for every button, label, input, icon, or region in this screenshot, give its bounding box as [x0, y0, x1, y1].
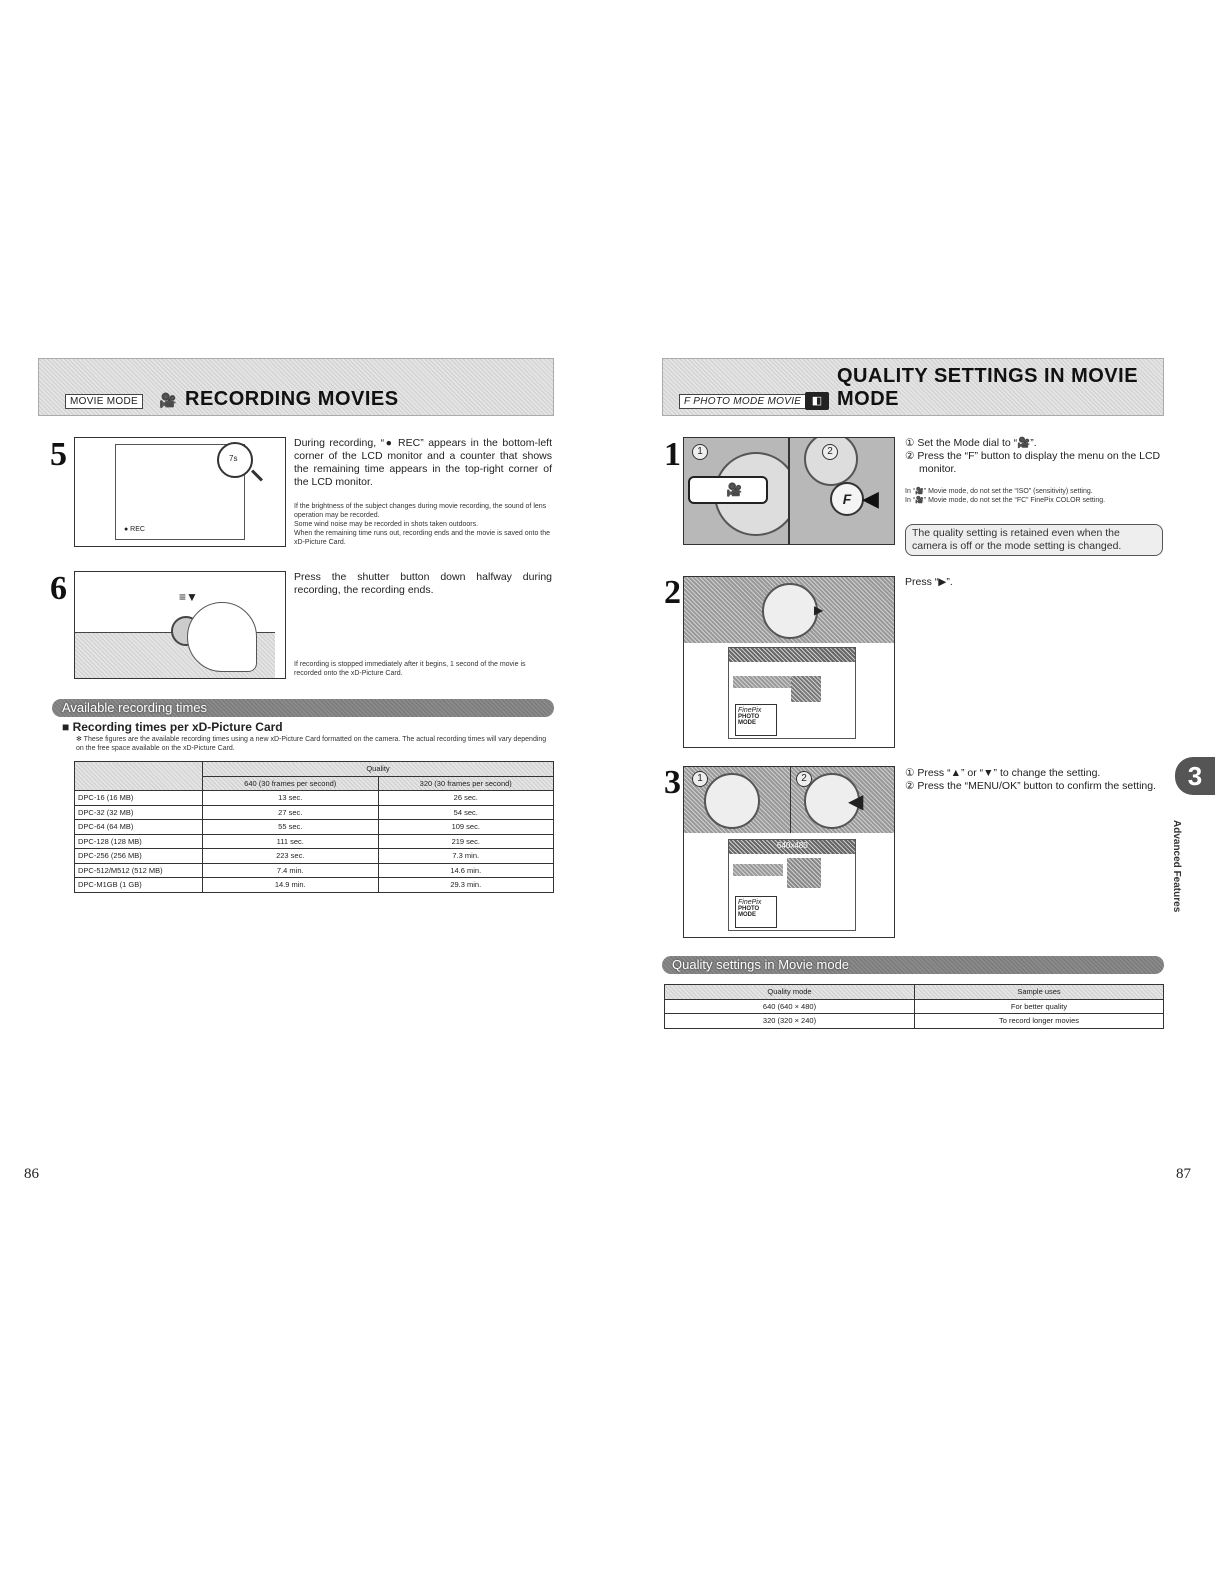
- step-1-number: 1: [664, 436, 681, 473]
- time-320-cell: 14.6 min.: [378, 863, 554, 878]
- recording-times-table: [74, 761, 554, 893]
- chapter-tab: 3: [1175, 757, 1215, 795]
- step-1-text: [905, 437, 1163, 476]
- time-640-cell: 223 sec.: [203, 849, 379, 864]
- time-320-cell: 219 sec.: [378, 834, 554, 849]
- card-cell: DPC-512/M512 (512 MB): [75, 863, 203, 878]
- resolution-readout: 640x480: [777, 841, 808, 850]
- table-corner-cell: [75, 762, 203, 791]
- card-cell: DPC-M1GB (1 GB): [75, 878, 203, 893]
- sample-use-cell: To record longer movies: [915, 1014, 1164, 1029]
- time-640-cell: 111 sec.: [203, 834, 379, 849]
- card-cell: DPC-16 (16 MB): [75, 791, 203, 806]
- step-5-notes: [294, 502, 552, 547]
- right-arrow-icon: ▶: [814, 603, 824, 617]
- control-pad-up-down-drawing: [704, 773, 760, 829]
- note-item: In “🎥” Movie mode, do not set the “FC” FinePix COLOR setting.: [905, 497, 1106, 504]
- time-640-cell: 7.4 min.: [203, 863, 379, 878]
- note-item: Some wind noise may be recorded in shots taken outdoors.: [294, 521, 479, 528]
- sample-uses-header: Sample uses: [915, 985, 1164, 1000]
- step-1-line: ② Press the “F” button to display the menu on the LCD monitor.: [905, 450, 1161, 475]
- f-button-drawing: F: [830, 482, 864, 516]
- card-cell: DPC-32 (32 MB): [75, 805, 203, 820]
- card-cell: DPC-128 (128 MB): [75, 834, 203, 849]
- available-recording-times-heading: Available recording times: [52, 699, 554, 717]
- rec-indicator: ● REC: [124, 526, 145, 533]
- right-header-bar: [662, 358, 1164, 416]
- photo-mode-label: PHOTO MODE: [738, 906, 760, 918]
- finger-drawing: [187, 602, 257, 672]
- time-320-cell: 26 sec.: [378, 791, 554, 806]
- recording-times-note: ✻ These figures are the available recording times using a new xD-Picture Card formatted on the camera. The actual recording times will vary depending on the free space available on the xD-Picture Card.: [76, 736, 547, 752]
- photo-mode-tag: F PHOTO MODE MOVIE: [679, 394, 806, 409]
- time-640-cell: 14.9 min.: [203, 878, 379, 893]
- lcd-menu-screen: [728, 839, 856, 931]
- step-2-number: 2: [664, 574, 681, 611]
- circle-1-label: 1: [692, 771, 708, 787]
- magnifier-handle: [251, 469, 263, 481]
- recording-times-subheading: ■ Recording times per xD-Picture Card: [62, 720, 283, 734]
- control-pad-drawing: [762, 583, 818, 639]
- step-6-camera-illustration: [74, 571, 286, 679]
- circle-1-label: 1: [692, 444, 708, 460]
- retained-setting-callout: The quality setting is retained even when the camera is off or the mode setting is changed.: [905, 524, 1163, 556]
- finepix-brand: FinePix: [738, 707, 762, 714]
- step-5-text: During recording, “● REC” appears in the bottom-left corner of the LCD monitor and a counter that shows the remaining time appears in the top-right corner of the LCD monitor.: [294, 437, 552, 488]
- photo-mode-label: PHOTO MODE: [738, 714, 760, 726]
- step-2-illustration: [683, 576, 895, 748]
- movie-camera-icon: 🎥: [159, 392, 177, 408]
- left-page-title: RECORDING MOVIES: [185, 388, 399, 410]
- step-1-notes: [905, 487, 1163, 505]
- quality-mode-header: Quality mode: [665, 985, 915, 1000]
- left-header-bar: [38, 358, 554, 416]
- movie-mode-marker: 🎥: [688, 476, 768, 504]
- lcd-menu-screen: [728, 647, 856, 739]
- quality-320-header: 320 (30 frames per second): [378, 776, 554, 791]
- finepix-logo: [735, 896, 777, 928]
- step-5-lcd-illustration: [74, 437, 286, 547]
- step-5-number: 5: [50, 436, 67, 473]
- table-row: [75, 849, 554, 864]
- time-640-cell: 13 sec.: [203, 791, 379, 806]
- table-row: [75, 834, 554, 849]
- time-640-cell: 27 sec.: [203, 805, 379, 820]
- step-3-illustration: [683, 766, 895, 938]
- card-cell: DPC-64 (64 MB): [75, 820, 203, 835]
- counter-text: 7s: [229, 454, 238, 463]
- quality-option-bar: [733, 864, 783, 876]
- time-320-cell: 7.3 min.: [378, 849, 554, 864]
- quality-submenu: [791, 676, 821, 702]
- step-3-line: ① Press “▲” or “▼” to change the setting.: [905, 767, 1101, 779]
- table-row: [75, 791, 554, 806]
- card-cell: DPC-256 (256 MB): [75, 849, 203, 864]
- time-320-cell: 54 sec.: [378, 805, 554, 820]
- time-320-cell: 29.3 min.: [378, 878, 554, 893]
- magnifier-icon: [217, 442, 253, 478]
- table-row: [75, 820, 554, 835]
- pointer-arrow-icon: ◀: [848, 791, 864, 813]
- note-item: If the brightness of the subject changes during movie recording, the sound of lens operation may be recorded.: [294, 503, 547, 519]
- step-3-line: ② Press the “MENU/OK” button to confirm the setting.: [905, 780, 1157, 792]
- pointer-arrow-icon: ◀: [862, 486, 879, 511]
- time-320-cell: 109 sec.: [378, 820, 554, 835]
- step-3-number: 3: [664, 764, 681, 801]
- quality-settings-table: [664, 984, 1164, 1029]
- step-1-line: ① Set the Mode dial to “🎥”.: [905, 437, 1037, 449]
- step-6-note: If recording is stopped immediately after it begins, 1 second of the movie is recorded onto the xD-Picture Card.: [294, 661, 526, 677]
- quality-submenu: [787, 858, 821, 888]
- table-row: [75, 863, 554, 878]
- table-row: [665, 1014, 1164, 1029]
- step-3-text: [905, 767, 1163, 793]
- quality-icon: ◧: [805, 392, 829, 410]
- quality-header: Quality: [203, 762, 554, 777]
- right-page-number: 87: [1176, 1166, 1191, 1182]
- left-page-number: 86: [24, 1166, 39, 1182]
- table-row: [665, 999, 1164, 1014]
- menu-title-bar: [729, 648, 855, 662]
- circle-2-label: 2: [796, 771, 812, 787]
- movie-mode-tag: MOVIE MODE: [65, 394, 143, 409]
- note-item: When the remaining time runs out, recording ends and the movie is saved onto the xD-Picture Card.: [294, 530, 551, 546]
- step-2-text: Press “▶”.: [905, 576, 953, 588]
- circle-2-label: 2: [822, 444, 838, 460]
- sample-use-cell: For better quality: [915, 999, 1164, 1014]
- time-640-cell: 55 sec.: [203, 820, 379, 835]
- table-row: [75, 878, 554, 893]
- step-6-number: 6: [50, 570, 67, 607]
- right-page-title: QUALITY SETTINGS IN MOVIE MODE: [837, 365, 1139, 410]
- quality-settings-heading: Quality settings in Movie mode: [662, 956, 1164, 974]
- finepix-brand: FinePix: [738, 899, 762, 906]
- quality-640-header: 640 (30 frames per second): [203, 776, 379, 791]
- f-button-illustration: [789, 437, 895, 545]
- quality-mode-cell: 320 (320 × 240): [665, 1014, 915, 1029]
- menu-title-bar: [729, 840, 855, 854]
- table-row: [75, 805, 554, 820]
- press-arrow-icon: ≡▼: [179, 590, 198, 604]
- note-item: In “🎥” Movie mode, do not set the “ISO” (sensitivity) setting.: [905, 488, 1093, 495]
- chapter-side-label: Advanced Features: [1171, 820, 1182, 913]
- finepix-logo: [735, 704, 777, 736]
- step-6-text: Press the shutter button down halfway during recording, the recording ends.: [294, 571, 552, 596]
- mode-dial-illustration: [683, 437, 789, 545]
- quality-mode-cell: 640 (640 × 480): [665, 999, 915, 1014]
